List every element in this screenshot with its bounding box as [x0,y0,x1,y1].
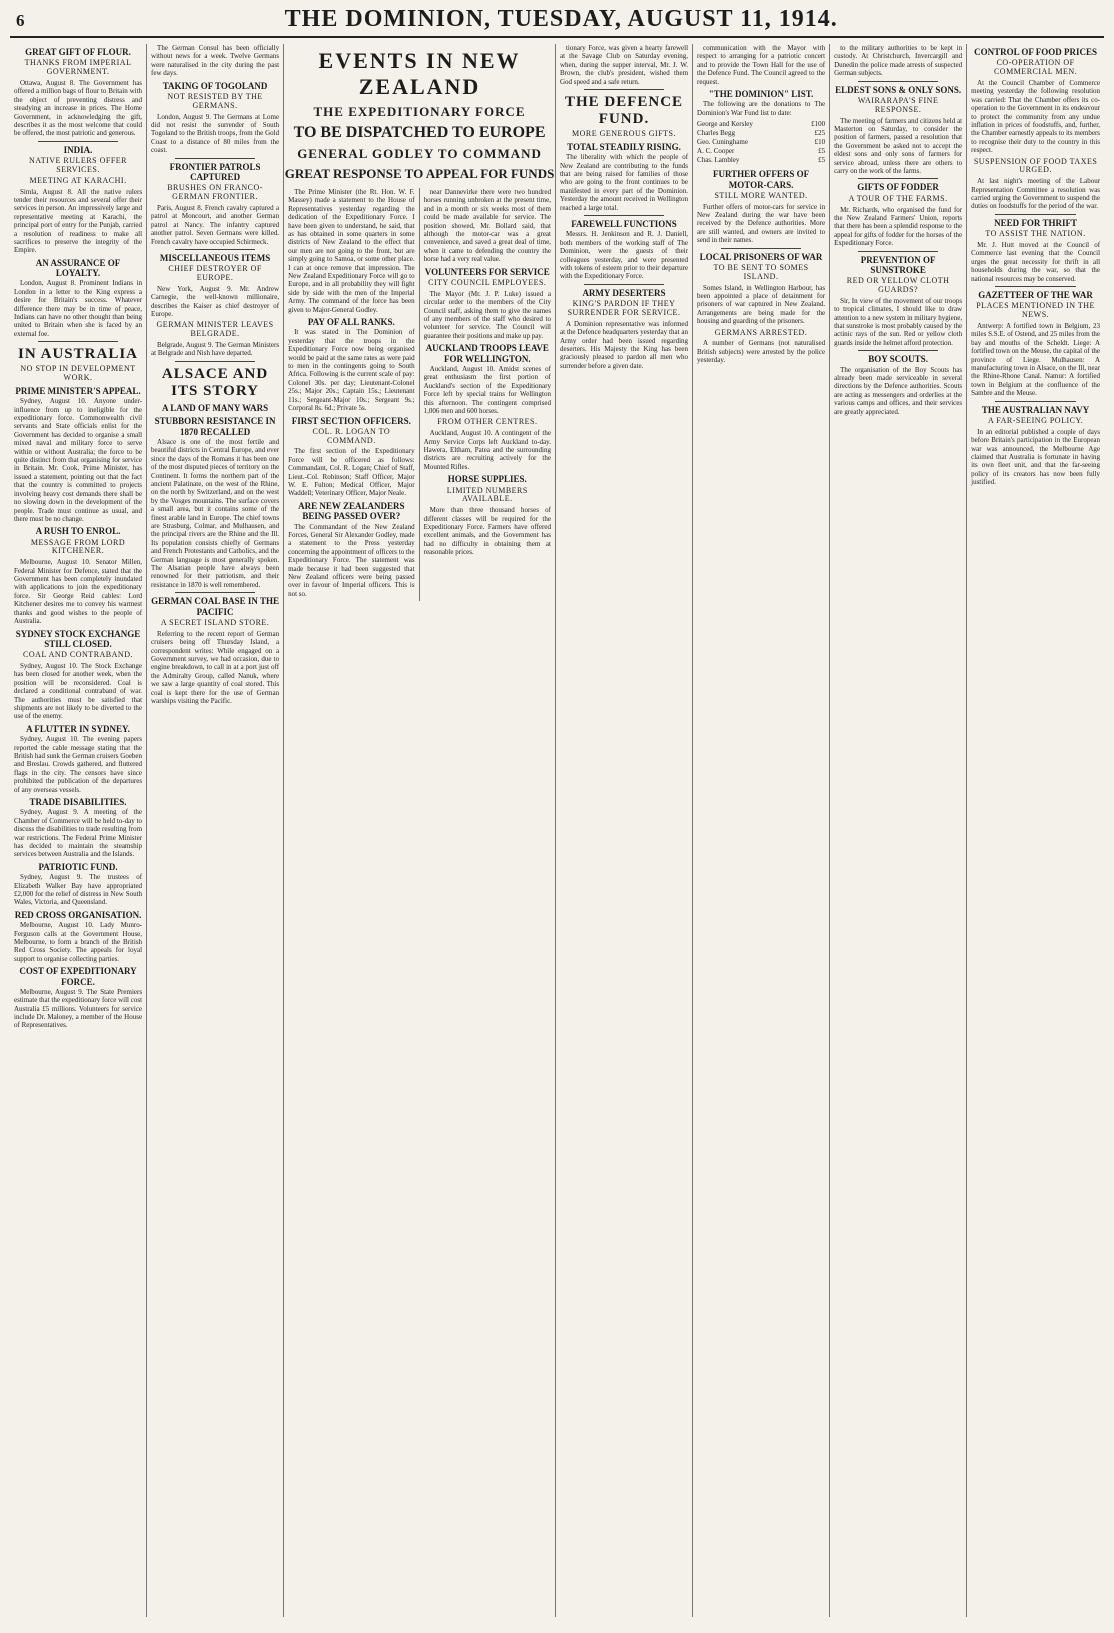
cost-headline: COST OF EXPEDITIONARY FORCE. [19,966,137,987]
column-8 [967,44,1104,1617]
divider [995,286,1076,287]
australia-article: Sydney, August 10. Anyone under-influence from up to ineligible for the expeditionary force. Commonwealth civil servants and State officials enlist for the Government has decided to organise a small mixed naval and military force to serve within or without Australia; the force to be quite distinct from that organising for service in Britain. Mr. Cook, Prime Minister, has issued a statement, pointing out that the fact that the country is committed to projects involving heavy cost demands there shall be no slowing down in the development of the people. Trade must continue as usual, and there must be no change. [14,397,143,523]
horse-supplies-article: More than three thousand horses of different classes will be required for the Expeditionary Force. Farmers have offered excellent animals, and the Government has had no difficulty in obtaining them at reasonable prices. [423,506,551,557]
list-item: Chas. Lambley £5 [697,156,826,165]
food-prices-subhead: CO-OPERATION OF COMMERCIAL MEN. [993,58,1078,77]
sunstroke-headline: PREVENTION OF SUNSTROKE [860,254,936,275]
eldest-sons-headline: ELDEST SONS & ONLY SONS. [835,84,962,95]
column-5 [556,44,693,1617]
india-article: Simla, August 8. All the native rulers tender their resources and several offer their services in person. An impressively large and representative meeting at Karachi, the principal port of entry for the Punjab, carried a resolution of readiness to make all sacrifices to preserve the integrity of the Empire. [14,187,143,255]
misc-article: New York, August 9. Mr. Andrew Carnegie, the well-known millionaire, describes the Kaiser as chief destroyer of Europe. [151,284,280,319]
main-subhead-2: TO BE DISPATCHED TO EUROPE [293,124,546,141]
farewell-headline: FAREWELL FUNCTIONS [571,219,677,230]
fodder-headline: GIFTS OF FODDER [857,182,939,193]
trade-headline: TRADE DISABILITIES. [29,797,127,808]
column-7 [830,44,967,1617]
newspaper-title: THE DOMINION, TUESDAY, AUGUST 11, 1914. [284,6,838,32]
farewell-article: Messrs. H. Jenkinson and R. J. Daniell, both members of the working staff of The Dominion, were the guests of their colleagues yesterday, and were presented with tokens of esteem prior to their departure with the Expeditionary Force. [559,230,689,281]
divider [858,178,938,179]
column-2 [147,44,284,1617]
divider [38,141,118,142]
flour-headline: GREAT GIFT OF FLOUR. [25,47,131,57]
rush-article: Melbourne, August 10. Senator Millen, Federal Minister for Defence, stated that the Government has been completely inundated with applications to join the expeditionary force. Sir George Reid cables: Lord Kitchener desires me to convey his warmest thanks and good wishes to the people of Australia. [14,558,143,626]
dominion-list-headline: "THE DOMINION" LIST. [708,89,814,100]
assurance-headline: AN ASSURANCE OF LOYALTY. [35,257,121,279]
horse-supplies-subhead: LIMITED NUMBERS AVAILABLE. [446,485,528,504]
coal-contraband-headline: COAL AND CONTRABAND. [23,650,133,660]
thrift-headline: NEED FOR THRIFT [994,217,1077,228]
prime-minister-article: The Prime Minister (the Rt. Hon. W. F. Massey) made a statement to the House of Representatives yesterday regarding the dedication of the Expeditionary Force. I have been given to understand, he said, that as has obtained in some quarters in some districts of New Zealand to the effect that our men are not going to the front, but are simply going to Samoa, or some other place. I can at once remove that impression. The New Zealand Expeditionary Force will go to Europe, and in all probability they will fight side by side with the men of the Imperial Army. The command of the force has been given to Major-General Godley. [288,188,415,314]
column-3 [284,188,420,601]
main-subhead-3: GENERAL GODLEY TO COMMAND [297,146,542,161]
alsace-subhead-2: STUBBORN RESISTANCE IN 1870 RECALLED [154,416,276,437]
trade-article: Sydney, August 9. A meeting of the Chamber of Commerce will be held to-day to discuss the disabilities to trade resulting from war restrictions. The Federal Prime Minister has decided to maintain the steamship services between Australia and the Islands. [14,808,143,859]
alsace-article: Alsace is one of the most fertile and beautiful districts in Central Europe, and ever since the days of the Romans it has been one of the most disputed pieces of territory on the Continent. It forms the northern part of the ancient Palatinate, on the west of the Rhine, on the north by Switzerland, and on the west by the Vosges mountains. The surface covers a small area, but it contains some of the finest arable land in Europe. The chief towns are Strasburg, Colmar, and Mulhausen, and the principal rivers are the Rhine and the Ill. Its population consists chiefly of Germans and French Protestants and Catholics, and the German language is most generally spoken. The Alsatian people have always been renowned for their patriotism, and their resistance in 1870 is well remembered. [151,437,280,589]
rush-subhead: MESSAGE FROM LORD KITCHENER. [30,537,126,556]
flutter-article: Sydney, August 10. The evening papers reported the cable message stating that the British had sunk the German cruisers Goeben and Breslau. Crowds gathered, and fluttered flags in the city. The censors have since prohibited the publication of the departures of any overseas vessels. [14,735,143,794]
prisoners-article: Somes Island, in Wellington Harbour, has been appointed a place of detainment for prisoners of war captured in New Zealand. Arrangements are being made for the housing and guarding of the prisoners. [697,283,826,326]
india-subhead-2: MEETING AT KARACHI. [29,175,127,185]
australia-headline: IN AUSTRALIA [18,346,138,363]
redcross-article: Melbourne, August 10. Lady Munro-Ferguson calls at the Government House, Melbourne, to form a branch of the British Red Cross Society. The appeals for loyal support to organise collecting parties. [14,921,143,963]
frontier-subhead: BRUSHES ON FRANCO-GERMAN FRONTIER. [167,183,263,202]
india-headline: INDIA. [63,144,93,155]
navy-subhead: A FAR-SEEING POLICY. [987,415,1084,425]
coal-base-headline: GERMAN COAL BASE IN THE PACIFIC [151,596,279,617]
rush-headline: A RUSH TO ENROL. [35,526,121,537]
divider [584,215,664,216]
togoland-article: London, August 9. The Germans at Lome did not resist the surrender of South Togoland to the British troops, from the Gold Coast to a distance of 80 miles from the coast. [151,112,280,155]
flour-subhead: THANKS FROM IMPERIAL GOVERNMENT. [24,58,132,77]
frontier-article: Paris, August 8. French cavalry captured a patrol at Moncourt, and another German patrol at Nancy. The infantry captured another patrol. Seven Germans were killed. French cavalry have occupied Schirmeck. [151,203,280,246]
coal-base-subhead: A SECRET ISLAND STORE. [160,617,270,627]
fodder-subhead: A TOUR OF THE FARMS. [848,193,948,203]
auckland-article: Auckland, August 10. Amidst scenes of great enthusiasm the first portion of Auckland's section of the Expeditionary Force left by special trains for Wellington this afternoon. The contingent comprised 1,006 men and 600 horses. [423,364,551,415]
divider [175,592,255,593]
divider [175,361,255,362]
main-subhead-4: GREAT RESPONSE TO APPEAL FOR FUNDS [284,166,555,181]
defence-fund-subhead-2: TOTAL STEADILY RISING. [567,141,681,152]
food-taxes-subhead: SUSPENSION OF FOOD TAXES URGED. [973,156,1098,175]
main-headline: EVENTS IN NEW ZEALAND [318,48,521,99]
australia-subhead-2: PRIME MINISTER'S APPEAL. [15,385,141,396]
divider [858,251,938,252]
passed-over-article: The Commandant of the New Zealand Forces, General Sir Alexander Godley, made a statement to the Press yesterday concerning the appointment of officers to the Expeditionary Force. The statement was made because it had been suggested that New Zealand officers were being passed over in favour of Imperial officers. This is not so. [288,522,415,598]
thrift-subhead: TO ASSIST THE NATION. [985,229,1086,239]
eldest-sons-article: The meeting of farmers and citizens held at Masterton on Saturday, to consider the position of farmers, passed a resolution that the Government be asked not to accept the eldest sons and only sons of farmers for service abroad, unless there are others to carry on the work of the farms. [834,116,963,175]
fodder-article: Mr. Richards, who organised the fund for the New Zealand Farmers' Union, reports that there has been a splendid response to the appeal for gifts of fodder for the horses of the Expeditionary Force. [834,205,963,248]
custody-article: to the military authorities to be kept in custody. At Christchurch, Invercargill and Dunedin the police made arrests of suspected German subjects. [834,44,963,78]
officers-subhead: COL. R. LOGAN TO COMMAND. [312,426,391,445]
divider [584,284,664,285]
patriotic-headline: PATRIOTIC FUND. [38,861,118,872]
arrested-subhead: GERMANS ARRESTED. [714,327,808,337]
list-item: George and Kersley £100 [697,120,826,129]
volunteers-article: The Mayor (Mr. J. P. Luke) issued a circular order to the members of the City Council staff, asking them to give the names of any members of the staff who desired to volunteer for service. The Council will guarantee their positions and make up pay. [423,289,551,340]
passed-over-headline: ARE NEW ZEALANDERS BEING PASSED OVER? [298,500,405,522]
minister-subhead: GERMAN MINISTER LEAVES BELGRADE. [156,320,274,339]
divider [995,401,1076,402]
arrested-article: A number of Germans (not naturalised British subjects) were arrested by the police yesterday. [697,339,826,365]
divider [175,249,255,250]
coal-contraband-article: Sydney, August 10. The Stock Exchange has been closed for another week, when the position will be reconsidered. Coal is declared a conditional contraband of war. The authorities must be satisfied that shipments are not likely to be diverted to the use of the enemy. [14,662,143,721]
prisoners-subhead: TO BE SENT TO SOMES ISLAND. [713,263,809,281]
sunstroke-article: Sir, In view of the movement of our troops to tropical climates, I should like to draw attention to a new system in military hygiene, that sunstroke is most probably caused by the actinic rays of the sun. Red or yellow cloth guards inside the helmet afford protection. [834,296,963,347]
togoland-subhead: NOT RESISTED BY THE GERMANS. [167,91,263,110]
column-6 [693,44,830,1617]
pay-headline: PAY OF ALL RANKS. [307,317,395,328]
australia-subhead: NO STOP IN DEVELOPMENT WORK. [20,364,136,383]
masthead [10,6,1104,38]
food-taxes-article: At last night's meeting of the Labour Representation Committee a resolution was carried urging the Government to suspend the duties on foodstuffs for the period of the war. [971,177,1101,211]
divider [858,350,938,351]
centres-subhead: FROM OTHER CENTRES. [437,417,538,427]
center-section [284,44,556,1617]
flour-article: Ottawa, August 8. The Government has offered a million bags of flour to Britain with the object of preventing distress and steadying an increase in prices. The Home Government, in acknowledging the gift, describes it as the most welcome that could be offered, the most patriotic and generous. [14,78,143,138]
deserters-subhead: KING'S PARDON IF THEY SURRENDER FOR SERVICE. [567,299,681,317]
togoland-headline: TAKING OF TOGOLAND [162,80,268,91]
divider [584,89,664,90]
prisoners-headline: LOCAL PRISONERS OF WAR [699,251,823,262]
misc-subhead: CHIEF DESTROYER OF EUROPE. [168,264,262,283]
center-text-columns [284,188,555,601]
defence-fund-headline: THE DEFENCE FUND. [564,94,684,128]
navy-article: In an editorial published a couple of days before Britain's participation in the European war was announced, the Melbourne Age claimed that Australia is fortunate in having its own fleet unit, and that the far-seeing policy of its creators has now been fully justified. [971,427,1101,487]
centres-article: Auckland, August 10. A contingent of the Army Service Corps left Auckland to-day. Hawera, Eltham, Patea and the surrounding districts are recruiting actively for the Mounted Rifles. [423,429,551,471]
sydney-exchange-headline: SYDNEY STOCK EXCHANGE STILL CLOSED. [15,628,141,649]
defence-fund-article: The liberality with which the people of New Zealand are contributing to the funds that are being raised for families of those who are going to the front continues to be manifested in every part of the Dominion. Yesterday the amount received in Wellington reached a large total. [559,153,689,212]
assurance-article: London, August 8. Prominent Indians in London in a letter to the King express a desire for Britain's success. Whatever difference there may be in time of peace, Indians can have no other thought than being united to Britain when she is faced by an external foe. [14,279,143,338]
navy-headline: THE AUSTRALIAN NAVY [981,404,1090,415]
horse-supplies-headline: HORSE SUPPLIES. [447,474,527,485]
divider [721,248,801,249]
pay-article: It was stated in The Dominion of yesterday that the troops in the Expeditionary Force now being organised would be paid at the same rates as were paid to men in the contingents going to South Africa. Following is the current scale of pay: Colonel 30s. per day; Lieutenant-Colonel 25s.; Major 20s.; Captain 15s.; Lieutenant 11s.; Sergeant-Major 10s.; Sergeant 9s.; Corporal 8s. 6d.; Private 5s. [288,328,415,413]
newspaper-page [10,6,1104,1617]
savage-club-article: tionary Force, was given a hearty farewell at the Savage Club on Saturday evening, when, during the supper interval, Mr. J. W. Brown, the club's president, wished them God speed and a safe return. [559,44,689,86]
boy-scouts-headline: BOY SCOUTS. [868,354,928,365]
deserters-article: A Dominion representative was informed at the Defence headquarters yesterday that an Army order had been issued regarding deserters. His Majesty the King has been graciously pleased to pardon all men who surrender before a given date. [559,319,689,370]
column-1 [10,44,147,1617]
sunstroke-subhead: RED OR YELLOW CLOTH GUARDS? [846,276,950,295]
column-4 [420,188,555,601]
consul-article: The German Consul has been officially without news for a week. Twelve Germans were naturalised in the city during the past few days. [151,44,280,78]
donation-list [697,120,825,165]
eldest-sons-subhead: WAIRARAPA'S FINE RESPONSE. [857,95,939,114]
coal-base-article: Referring to the recent report of German cruisers being off Thursday Island, a correspondent writes: While engaged on a Government survey, we had occasion, due to engine breakdown, to call in at a port just off the Admiralty Group, called Nanuk, where we saw a large quantity of coal stored. This coal is kept there for the use of German warships visiting the Pacific. [151,629,280,705]
divider [995,214,1076,215]
divider [858,81,938,82]
defence-fund-subhead: MORE GENEROUS GIFTS. [572,129,677,139]
cost-article: Melbourne, August 9. The State Premiers estimate that the expeditionary force will cost Australia £5 millions. Volunteers for service include Dr. Maloney, a member of the House of Representatives. [14,987,143,1030]
list-item: Geo. Cuninghame £10 [697,138,826,147]
volunteers-headline: VOLUNTEERS FOR SERVICE [424,266,550,277]
food-prices-article: At the Council Chamber of Commerce meeting yesterday the following resolution was carried: That the Chamber offers its co-operation to the Government in its endeavour to protect the community from any undue inflation in prices of foodstuffs, and, further, the Chamber earnestly appeals to its members to recognise their duty to the country in this respect. [971,78,1101,155]
columns [10,44,1104,1617]
volunteers-subhead: CITY COUNCIL EMPLOYEES. [428,278,547,287]
india-subhead: NATIVE RULERS OFFER SERVICES. [29,156,127,174]
thrift-article: Mr. J. Hutt moved at the Council of Commerce last evening that the Council urges the great necessity for thrift in all households during the war, so that the national resources may be conserved. [971,240,1101,283]
divider [175,158,255,159]
alsace-headline: ALSACE AND ITS STORY [161,365,269,399]
auckland-headline: AUCKLAND TROOPS LEAVE FOR WELLINGTON. [425,343,549,364]
main-subhead-1: THE EXPEDITIONARY FORCE [313,104,526,119]
minister-article: Belgrade, August 9. The German Ministers at Belgrade and Nish have departed. [151,341,280,358]
page-number: 6 [16,11,25,30]
deserters-headline: ARMY DESERTERS [582,287,666,298]
motor-cars-article: Further offers of motor-cars for service in New Zealand during the war have been received by the Defence authorities. More are still wanted, and owners are invited to send in their names. [697,202,826,245]
town-hall-article: communication with the Mayor with respect to arranging for a patriotic concert and to provide the Town Hall for the use of the Defence Fund. The Council agreed to the request. [697,44,826,86]
horses-article: near Dannevirke there were two hundred horses running unbroken at the present time, and in a month or six weeks most of them could be made available for service. The position showed, Mr. Bollard said, that although the motor-car was a great convenience, and saved a great deal of time, when it came to defending the country the horse had a very real value. [423,188,551,264]
motor-cars-headline: FURTHER OFFERS OF MOTOR-CARS. [712,169,810,190]
officers-headline: FIRST SECTION OFFICERS. [291,415,411,426]
flutter-headline: A FLUTTER IN SYDNEY. [26,723,130,734]
frontier-headline: FRONTIER PATROLS CAPTURED [169,161,261,182]
divider [38,341,118,342]
list-item: A. C. Cooper £5 [697,147,826,156]
gazetteer-article: Antwerp: A fortified town in Belgium, 23 miles S.S.E. of Ostend, and 25 miles from the bay and mouths of the Scheldt. Liege: A fortified town on the Meuse, the capital of the province of Liege. Mulhausen: A manufacturing town in Alsace, on the Ill, near the Rhine-Rhone Canal. Namur: A fortified town in Belgium at the confluence of the Sambre and the Meuse. [971,321,1101,398]
dominion-list-intro: The following are the donations to The Dominion's War Fund list to date: [697,100,826,117]
list-item: Charles Begg £25 [697,129,826,138]
misc-headline: MISCELLANEOUS ITEMS [159,252,271,263]
patriotic-article: Sydney, August 9. The trustees of Elizabeth Walker Bay have appropriated £2,000 for the relief of distress in New South Wales, Victoria, and Queensland. [14,873,143,907]
alsace-subhead: A LAND OF MANY WARS [161,402,269,413]
redcross-headline: RED CROSS ORGANISATION. [14,909,142,920]
boy-scouts-article: The organisation of the Boy Scouts has already been made serviceable in several directions by the Defence authorities. Scouts are acting as messengers and orderlies at the various camps and offices, and their services are greatly appreciated. [834,365,963,416]
gazetteer-subhead: PLACES MENTIONED IN THE NEWS. [976,301,1095,320]
motor-cars-subhead: STILL MORE WANTED. [714,190,808,200]
officers-article: The first section of the Expeditionary Force will be officered as follows: Commandant, Col. R. Logan; Chief of Staff, Lieut.-Col. Robinson; Staff Officer, Major W. E. Fulton; Medical Officer, Major Waddell; Veterinary Officer, Major Neale. [288,447,415,498]
food-prices-headline: CONTROL OF FOOD PRICES [974,47,1098,57]
gazetteer-headline: GAZETTEER OF THE WAR [978,289,1093,300]
